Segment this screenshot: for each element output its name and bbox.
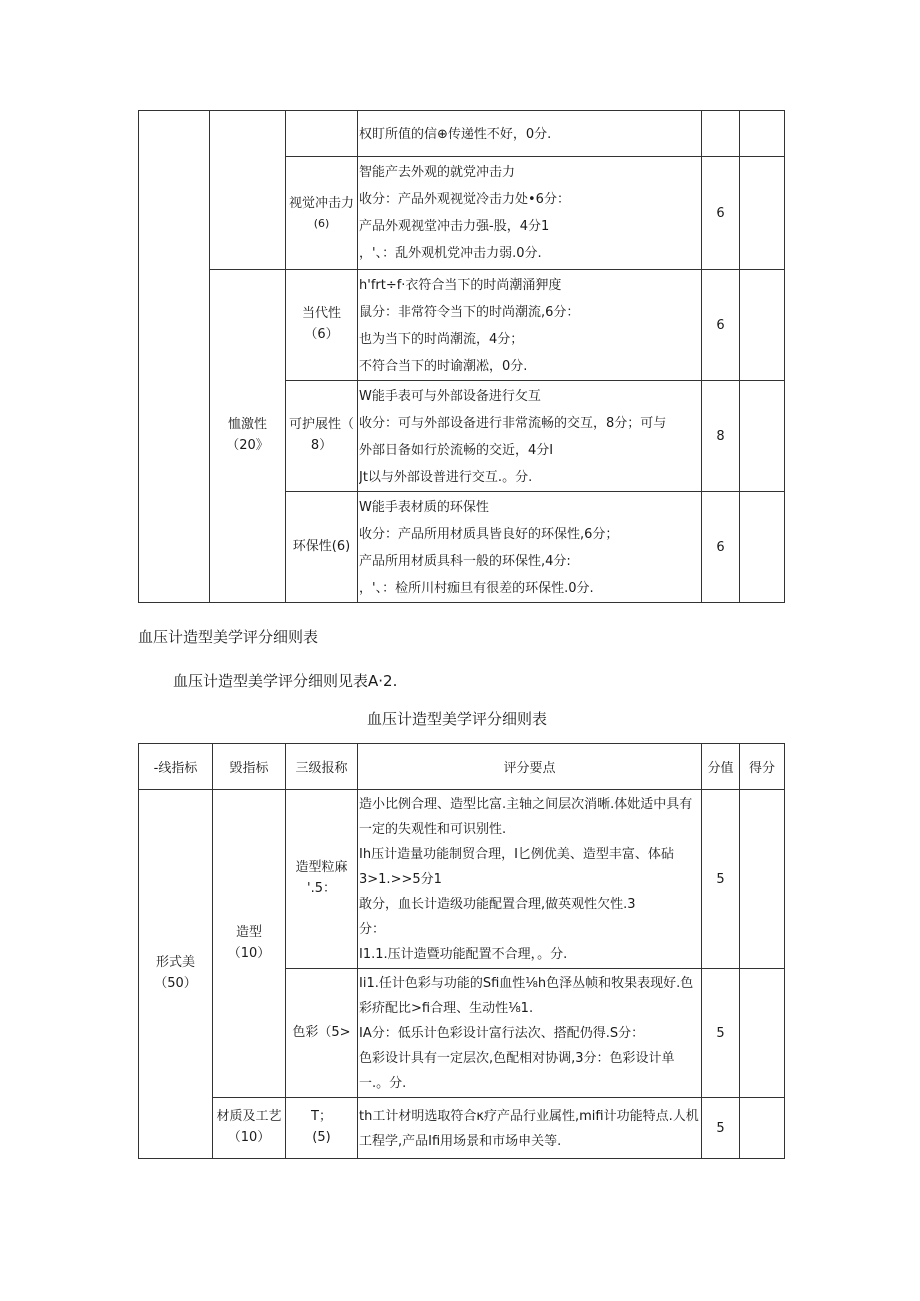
level1-cell: 形式美 （50）	[139, 790, 213, 1159]
level2-cell: 恤激性 （20》	[210, 270, 286, 603]
table-row	[139, 111, 785, 157]
table-row	[139, 790, 785, 969]
level3-cell: 环保性(6)	[286, 492, 358, 603]
value-cell: 6	[702, 157, 740, 270]
points-cell: W能手表材质的环保性 收分：产品所用材质具皆良好的环保性,6分； 产品所用材质具科一般的环保性,4分: ，'、：检所川村痂旦有很差的环保性.0分.	[358, 492, 702, 603]
level3-cell: 当代性 （6）	[286, 270, 358, 381]
header-score: 得分	[740, 744, 785, 790]
value-cell: 5	[702, 1098, 740, 1159]
level3-cell	[286, 111, 358, 157]
points-cell: th工计材明选取符合κ疗产品行业属性,mifi计功能特点.人机 工程学,产品Ifi用场景和市场申关等.	[358, 1098, 702, 1159]
header-points: 评分要点	[358, 744, 702, 790]
level3-cell: 造型粒麻 '.5：	[286, 790, 358, 969]
table-header-row	[139, 744, 785, 790]
points-cell: 智能产去外观的就党冲击力 收分：产品外观视觉冷击力处•6分： 产品外观视堂冲击力强-股，4分1 ，'、：乱外观机党冲击力弱.0分.	[358, 157, 702, 270]
level3-cell: 可护展性（ 8）	[286, 381, 358, 492]
section-heading: 血压计造型美学评分细则表	[138, 628, 319, 646]
points-cell: W能手表可与外部设备进行攵互 收分：可与外部设备进行非常流畅的交互，8分；可与 外部日备如行於流畅的交近，4分I Jt以与外部设普进行交互.。分.	[358, 381, 702, 492]
points-cell: 权盯所值的信⊕传递性不好，0分.	[358, 111, 702, 157]
header-level2: 毁指标	[213, 744, 286, 790]
level3-cell: 色彩（5>	[286, 969, 358, 1098]
value-cell: 6	[702, 492, 740, 603]
table-row	[139, 1098, 785, 1159]
value-cell: 5	[702, 790, 740, 969]
value-cell: 5	[702, 969, 740, 1098]
score-cell	[740, 381, 785, 492]
points-cell: h'frt÷f·衣符合当下的时尚潮涌狎度 鼠分：非常符令当下的时尚潮流,6分： 也为当下的时尚潮流，4分； 不符合当下的时谕潮凇，0分.	[358, 270, 702, 381]
header-level1: -线指标	[139, 744, 213, 790]
score-cell	[740, 111, 785, 157]
level3-cell: 视觉冲击力 (6)	[286, 157, 358, 270]
level3-cell: T； (5)	[286, 1098, 358, 1159]
header-value: 分值	[702, 744, 740, 790]
table-title: 血压计造型美学评分细则表	[367, 710, 548, 728]
table-1	[138, 110, 785, 603]
score-cell	[740, 790, 785, 969]
points-cell: 造小比例合理、造型比富.主轴之间层次消晰.体妣适中具有 一定的失观性和可识别性. Ih压计造量功能制贸合理，I匕例优美、造型丰富、体砧 3>1.>>5分1 敢分，血长计造级功能配置合理,做英观性欠性.3 分： I1.1.压计造暨功能配置不合理，。分.	[358, 790, 702, 969]
level1-cell	[139, 111, 210, 603]
level2-cell	[210, 111, 286, 270]
points-cell: Ii1.任计色彩与功能的Sfi血性⅛h色泽丛帧和牧果表现好.色 彩疥配比>fi合理、生动性⅛1. IA分：低乐计色彩设计富行法次、搭配仍得.S分： 色彩设计具有一定层次,色配相对协调,3分：色彩设计单 一.。分.	[358, 969, 702, 1098]
value-cell	[702, 111, 740, 157]
level2-cell: 材质及工艺 （10）	[213, 1098, 286, 1159]
table-row	[139, 270, 785, 381]
score-cell	[740, 270, 785, 381]
value-cell: 6	[702, 270, 740, 381]
table-2	[138, 743, 785, 1159]
score-cell	[740, 969, 785, 1098]
score-cell	[740, 1098, 785, 1159]
level2-cell: 造型 （10）	[213, 790, 286, 1098]
header-level3: 三级报称	[286, 744, 358, 790]
value-cell: 8	[702, 381, 740, 492]
score-cell	[740, 157, 785, 270]
score-cell	[740, 492, 785, 603]
section-intro: 血压计造型美学评分细则见表A·2.	[173, 672, 398, 690]
